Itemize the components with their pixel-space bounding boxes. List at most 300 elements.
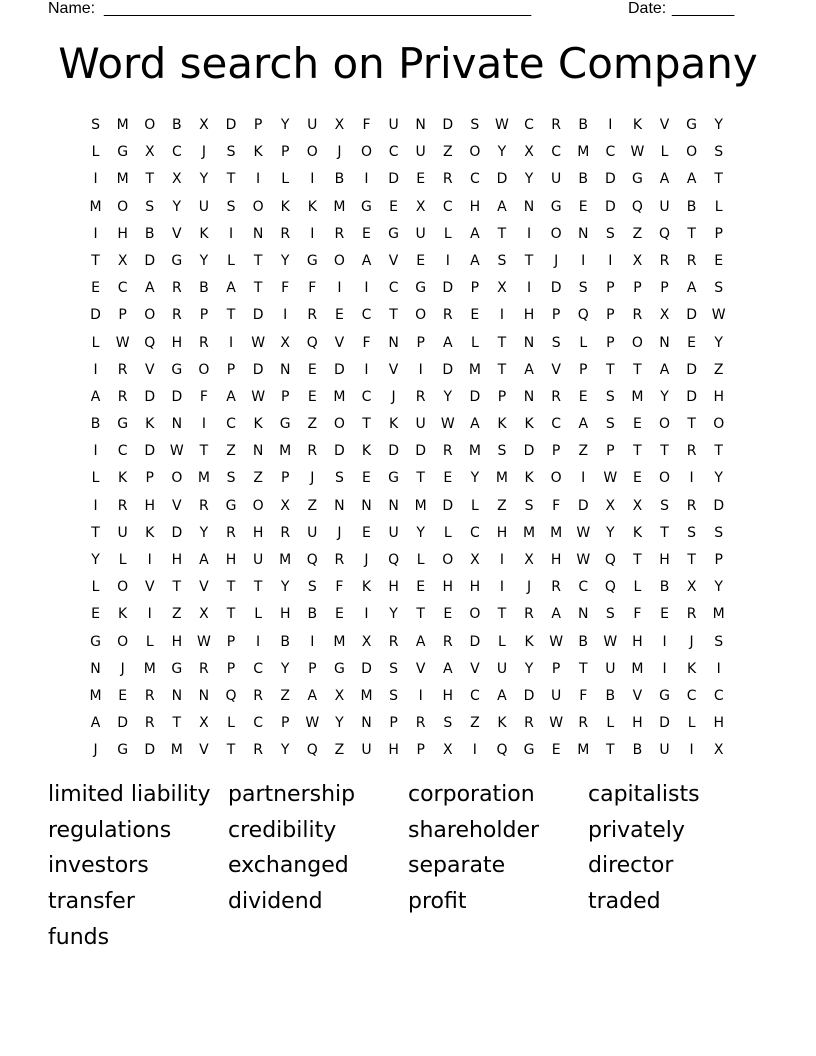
grid-letter: M bbox=[197, 470, 210, 487]
grid-letter: G bbox=[117, 416, 129, 433]
grid-letter: G bbox=[523, 742, 535, 759]
grid-letter: W bbox=[549, 715, 564, 732]
grid-letter: N bbox=[198, 687, 210, 704]
grid-letter: T bbox=[714, 443, 723, 460]
grid-letter: X bbox=[497, 280, 507, 297]
grid-letter: G bbox=[415, 280, 427, 297]
grid-letter: U bbox=[307, 524, 318, 541]
grid-letter: P bbox=[226, 361, 236, 378]
grid-letter: Y bbox=[199, 524, 209, 541]
grid-letter: L bbox=[91, 144, 100, 161]
grid-letter: W bbox=[169, 443, 184, 460]
grid-letter: Y bbox=[714, 470, 723, 487]
grid-letter: C bbox=[253, 715, 263, 732]
grid-letter: I bbox=[499, 552, 505, 568]
grid-letter: P bbox=[308, 660, 317, 677]
grid-letter: X bbox=[172, 171, 182, 188]
grid-letter: M bbox=[631, 660, 644, 677]
grid-letter: X bbox=[415, 198, 426, 215]
date-label: Date: bbox=[628, 0, 667, 17]
grid-letter: A bbox=[686, 171, 697, 188]
grid-letter: D bbox=[144, 252, 156, 269]
grid-letter: A bbox=[361, 252, 372, 269]
grid-letter: O bbox=[117, 633, 129, 650]
grid-letter: L bbox=[660, 144, 669, 161]
grid-letter: P bbox=[606, 334, 615, 351]
grid-letter: U bbox=[361, 742, 372, 759]
grid-letter: I bbox=[310, 225, 315, 242]
grid-letter: R bbox=[686, 497, 697, 514]
grid-letter: P bbox=[226, 660, 236, 677]
word-search-grid bbox=[82, 114, 732, 767]
grid-letter: R bbox=[686, 443, 697, 460]
grid-letter: L bbox=[498, 633, 506, 650]
grid-letter: J bbox=[554, 252, 559, 269]
grid-letter: G bbox=[659, 687, 670, 704]
grid-letter: W bbox=[251, 388, 266, 405]
grid-letter: N bbox=[171, 687, 183, 704]
grid-letter: I bbox=[445, 252, 450, 269]
grid-letter: M bbox=[414, 497, 427, 514]
grid-letter: Q bbox=[496, 742, 508, 759]
grid-letter: V bbox=[551, 361, 561, 378]
grid-letter: D bbox=[686, 388, 697, 405]
grid-letter: D bbox=[388, 443, 399, 460]
grid-letter: N bbox=[279, 361, 291, 378]
grid-letter: B bbox=[686, 198, 697, 215]
grid-letter: T bbox=[226, 307, 236, 324]
grid-letter: M bbox=[577, 742, 590, 759]
grid-letter: L bbox=[687, 715, 696, 732]
grid-letter: O bbox=[659, 416, 671, 433]
date-field-line: _______ bbox=[672, 0, 735, 17]
grid-letter: W bbox=[711, 307, 726, 324]
grid-letter: D bbox=[252, 361, 264, 378]
grid-letter: T bbox=[606, 361, 615, 378]
grid-letter: S bbox=[714, 633, 724, 650]
grid-letter: U bbox=[117, 524, 128, 541]
grid-letter: E bbox=[389, 198, 398, 215]
grid-letter: A bbox=[144, 280, 155, 297]
grid-letter: P bbox=[579, 361, 588, 378]
grid-letter: Y bbox=[524, 660, 534, 677]
grid-letter: R bbox=[686, 606, 697, 623]
grid-letter: L bbox=[633, 579, 642, 596]
grid-letter: M bbox=[577, 144, 590, 161]
word-list-item: partnership bbox=[228, 782, 356, 807]
grid-letter: Z bbox=[226, 443, 236, 460]
grid-letter: T bbox=[497, 225, 507, 242]
grid-letter: T bbox=[172, 579, 182, 596]
grid-letter: I bbox=[93, 225, 98, 242]
grid-letter: I bbox=[662, 633, 667, 650]
grid-letter: D bbox=[334, 361, 345, 378]
grid-letter: R bbox=[551, 117, 561, 133]
grid-letter: P bbox=[389, 715, 398, 732]
grid-letter: K bbox=[253, 144, 263, 161]
grid-letter: A bbox=[470, 416, 480, 433]
grid-letter: B bbox=[334, 171, 345, 188]
grid-letter: K bbox=[145, 524, 155, 541]
grid-letter: T bbox=[172, 715, 182, 732]
grid-letter: J bbox=[689, 633, 694, 650]
grid-letter: H bbox=[632, 633, 643, 650]
grid-letter: O bbox=[144, 307, 156, 324]
grid-letter: P bbox=[145, 470, 154, 487]
grid-letter: D bbox=[361, 660, 372, 677]
word-list-item: separate bbox=[408, 853, 506, 879]
grid-letter: D bbox=[144, 443, 156, 460]
grid-letter: M bbox=[170, 742, 183, 759]
grid-letter: Y bbox=[335, 715, 344, 732]
grid-letter: T bbox=[497, 361, 507, 378]
grid-letter: P bbox=[226, 633, 236, 650]
grid-letter: K bbox=[118, 470, 128, 487]
grid-letter: B bbox=[199, 280, 209, 297]
grid-letter: L bbox=[416, 552, 425, 568]
grid-letter: O bbox=[659, 470, 671, 487]
grid-letter: W bbox=[251, 334, 266, 351]
grid-letter: X bbox=[334, 687, 345, 704]
grid-letter: K bbox=[361, 579, 372, 596]
grid-letter: W bbox=[630, 144, 645, 161]
grid-letter: X bbox=[442, 742, 453, 759]
grid-letter: V bbox=[388, 361, 399, 378]
grid-letter: C bbox=[469, 524, 480, 541]
grid-letter: Y bbox=[524, 171, 534, 188]
grid-letter: C bbox=[469, 171, 480, 188]
grid-letter: X bbox=[280, 497, 290, 514]
grid-letter: T bbox=[633, 443, 642, 460]
grid-letter: X bbox=[470, 552, 480, 568]
grid-letter: B bbox=[172, 117, 182, 133]
grid-letter: U bbox=[496, 660, 508, 677]
grid-letter: K bbox=[524, 470, 534, 487]
grid-letter: B bbox=[578, 633, 589, 650]
grid-letter: N bbox=[252, 225, 264, 242]
grid-letter: P bbox=[416, 742, 425, 759]
grid-letter: S bbox=[687, 524, 697, 541]
grid-letter: T bbox=[226, 171, 236, 188]
grid-letter: X bbox=[659, 307, 670, 324]
word-list-item: funds bbox=[48, 924, 110, 950]
grid-letter: T bbox=[497, 606, 507, 623]
grid-letter: Z bbox=[334, 742, 345, 759]
grid-letter: T bbox=[253, 280, 263, 297]
grid-letter: A bbox=[415, 633, 426, 650]
grid-letter: A bbox=[470, 252, 480, 269]
grid-letter: Q bbox=[604, 552, 616, 568]
grid-letter: H bbox=[279, 606, 291, 623]
grid-letter: L bbox=[579, 334, 588, 351]
grid-letter: R bbox=[226, 524, 236, 541]
grid-letter: R bbox=[524, 606, 534, 623]
grid-letter: O bbox=[117, 198, 129, 215]
grid-letter: M bbox=[116, 117, 129, 133]
grid-letter: F bbox=[335, 579, 344, 596]
grid-letter: N bbox=[388, 497, 399, 514]
grid-letter: P bbox=[253, 117, 263, 133]
grid-letter: Z bbox=[280, 687, 290, 704]
grid-letter: I bbox=[364, 606, 369, 623]
grid-letter: Y bbox=[280, 117, 290, 133]
grid-letter: S bbox=[226, 470, 236, 487]
grid-letter: N bbox=[577, 225, 589, 242]
grid-letter: T bbox=[633, 552, 642, 568]
grid-letter: R bbox=[144, 687, 155, 704]
grid-letter: Q bbox=[659, 225, 671, 242]
grid-letter: P bbox=[280, 715, 290, 732]
grid-letter: M bbox=[550, 524, 563, 541]
grid-letter: A bbox=[497, 198, 507, 215]
grid-letter: N bbox=[523, 388, 535, 405]
grid-letter: R bbox=[171, 280, 182, 297]
grid-letter: R bbox=[117, 497, 128, 514]
grid-letter: A bbox=[578, 416, 589, 433]
grid-letter: I bbox=[147, 606, 152, 623]
grid-letter: S bbox=[497, 443, 507, 460]
grid-letter: Z bbox=[470, 715, 480, 732]
grid-letter: N bbox=[252, 443, 264, 460]
grid-letter: X bbox=[280, 334, 290, 351]
grid-letter: Q bbox=[388, 552, 400, 568]
grid-letter: V bbox=[632, 687, 643, 704]
grid-letter: P bbox=[551, 443, 561, 460]
grid-letter: G bbox=[90, 633, 101, 650]
grid-letter: J bbox=[120, 660, 125, 677]
grid-letter: H bbox=[117, 225, 128, 242]
grid-letter: R bbox=[551, 579, 561, 596]
grid-letter: I bbox=[662, 660, 667, 677]
word-list-item: capitalists bbox=[588, 782, 700, 807]
grid-letter: P bbox=[551, 307, 561, 324]
grid-letter: I bbox=[364, 361, 369, 378]
grid-letter: T bbox=[199, 443, 209, 460]
grid-letter: E bbox=[660, 606, 669, 623]
grid-letter: T bbox=[524, 252, 534, 269]
grid-letter: X bbox=[632, 497, 643, 514]
grid-letter: D bbox=[171, 388, 183, 405]
grid-letter: E bbox=[362, 470, 371, 487]
grid-letter: T bbox=[416, 470, 425, 487]
grid-letter: I bbox=[337, 280, 342, 297]
grid-letter: M bbox=[495, 470, 508, 487]
grid-letter: T bbox=[687, 552, 696, 568]
grid-letter: R bbox=[686, 252, 697, 269]
grid-letter: D bbox=[144, 388, 156, 405]
grid-letter: B bbox=[90, 416, 101, 433]
grid-letter: R bbox=[551, 388, 561, 405]
word-list-item: shareholder bbox=[408, 817, 540, 843]
grid-letter: H bbox=[442, 579, 454, 596]
grid-letter: H bbox=[469, 198, 481, 215]
grid-letter: I bbox=[418, 361, 423, 378]
grid-letter: T bbox=[91, 252, 100, 269]
grid-letter: C bbox=[686, 687, 697, 704]
grid-letter: I bbox=[689, 470, 694, 487]
grid-letter: A bbox=[442, 334, 453, 351]
grid-letter: P bbox=[660, 280, 669, 297]
grid-letter: A bbox=[659, 171, 670, 188]
grid-letter: R bbox=[307, 443, 318, 460]
grid-letter: S bbox=[551, 334, 561, 351]
grid-letter: U bbox=[551, 687, 562, 704]
grid-letter: R bbox=[253, 687, 263, 704]
grid-letter: R bbox=[334, 225, 345, 242]
grid-letter: O bbox=[550, 470, 562, 487]
grid-letter: D bbox=[415, 443, 427, 460]
grid-letter: P bbox=[606, 443, 615, 460]
grid-letter: S bbox=[91, 117, 100, 133]
grid-letter: C bbox=[117, 280, 128, 297]
grid-letter: D bbox=[686, 361, 697, 378]
grid-letter: F bbox=[308, 280, 317, 297]
grid-letter: S bbox=[226, 198, 236, 215]
grid-letter: U bbox=[415, 416, 426, 433]
grid-letter: O bbox=[469, 144, 481, 161]
grid-letter: I bbox=[310, 171, 315, 188]
grid-letter: E bbox=[578, 388, 588, 405]
grid-letter: Y bbox=[714, 579, 723, 596]
grid-letter: I bbox=[310, 633, 315, 650]
grid-letter: A bbox=[90, 715, 101, 732]
grid-letter: Z bbox=[307, 416, 318, 433]
word-list-item: dividend bbox=[228, 889, 323, 915]
grid-letter: T bbox=[91, 524, 100, 541]
grid-letter: A bbox=[226, 388, 236, 405]
grid-letter: K bbox=[145, 416, 155, 433]
grid-letter: X bbox=[334, 117, 345, 133]
grid-letter: S bbox=[605, 388, 615, 405]
grid-letter: S bbox=[605, 606, 615, 623]
grid-letter: O bbox=[415, 307, 427, 324]
grid-letter: U bbox=[605, 660, 616, 677]
grid-letter: R bbox=[253, 742, 263, 759]
grid-letter: R bbox=[117, 388, 128, 405]
grid-letter: N bbox=[90, 660, 101, 677]
grid-letter: P bbox=[118, 307, 127, 324]
name-field-line: ________________________________________________ bbox=[104, 0, 532, 17]
grid-letter: R bbox=[442, 307, 453, 324]
grid-letter: X bbox=[524, 552, 534, 568]
grid-letter: R bbox=[632, 307, 643, 324]
grid-letter: C bbox=[361, 388, 372, 405]
grid-letter: U bbox=[659, 198, 670, 215]
grid-letter: N bbox=[171, 416, 183, 433]
grid-letter: P bbox=[280, 144, 290, 161]
grid-letter: C bbox=[226, 416, 236, 433]
grid-letter: F bbox=[579, 687, 588, 704]
grid-letter: J bbox=[337, 524, 342, 541]
grid-letter: D bbox=[90, 307, 101, 324]
grid-letter: W bbox=[495, 117, 509, 133]
grid-letter: I bbox=[228, 225, 234, 242]
grid-letter: E bbox=[416, 579, 426, 596]
grid-letter: P bbox=[633, 280, 642, 297]
grid-letter: S bbox=[145, 198, 155, 215]
name-label: Name: bbox=[48, 0, 96, 17]
grid-letter: Q bbox=[306, 742, 318, 759]
word-list-item: investors bbox=[48, 853, 149, 879]
grid-letter: M bbox=[468, 443, 481, 460]
grid-letter: D bbox=[442, 361, 454, 378]
grid-letter: P bbox=[606, 280, 615, 297]
word-list-item: credibility bbox=[228, 817, 337, 843]
grid-letter: I bbox=[364, 280, 369, 297]
word-list-item: corporation bbox=[408, 782, 535, 807]
grid-letter: J bbox=[310, 470, 315, 487]
grid-letter: R bbox=[171, 307, 182, 324]
grid-letter: D bbox=[686, 307, 697, 324]
grid-letter: N bbox=[659, 334, 670, 351]
grid-letter: U bbox=[388, 524, 399, 541]
grid-letter: D bbox=[469, 633, 481, 650]
grid-letter: S bbox=[470, 117, 480, 133]
grid-letter: V bbox=[144, 579, 155, 596]
grid-letter: B bbox=[144, 225, 155, 242]
grid-letter: O bbox=[469, 606, 481, 623]
grid-letter: D bbox=[469, 388, 481, 405]
grid-letter: K bbox=[632, 117, 643, 133]
grid-letter: E bbox=[307, 361, 317, 378]
grid-letter: R bbox=[524, 715, 534, 732]
grid-letter: C bbox=[578, 579, 589, 596]
grid-letter: T bbox=[660, 443, 669, 460]
word-list-item: limited liability bbox=[48, 782, 211, 807]
grid-letter: W bbox=[576, 524, 591, 541]
grid-letter: G bbox=[279, 416, 291, 433]
grid-letter: H bbox=[388, 579, 399, 596]
grid-letter: P bbox=[606, 307, 615, 324]
grid-letter: H bbox=[469, 579, 481, 596]
grid-letter: E bbox=[362, 524, 371, 541]
grid-letter: A bbox=[307, 687, 318, 704]
grid-letter: H bbox=[171, 334, 183, 351]
grid-letter: W bbox=[197, 633, 211, 650]
grid-letter: N bbox=[523, 334, 535, 351]
grid-letter: I bbox=[93, 497, 98, 514]
grid-letter: M bbox=[712, 606, 725, 623]
grid-letter: O bbox=[117, 579, 129, 596]
grid-letter: J bbox=[93, 742, 98, 759]
grid-letter: E bbox=[334, 307, 344, 324]
grid-letter: K bbox=[388, 416, 399, 433]
grid-letter: G bbox=[306, 252, 318, 269]
grid-letter: O bbox=[306, 144, 318, 161]
grid-letter: R bbox=[280, 524, 291, 541]
grid-letter: S bbox=[307, 579, 317, 596]
grid-letter: K bbox=[524, 633, 534, 650]
grid-letter: W bbox=[603, 470, 618, 487]
grid-letter: H bbox=[713, 715, 724, 732]
grid-letter: D bbox=[713, 497, 725, 514]
grid-letter: D bbox=[225, 117, 237, 133]
grid-letter: R bbox=[388, 633, 399, 650]
grid-letter: R bbox=[415, 715, 426, 732]
grid-letter: B bbox=[605, 687, 616, 704]
grid-letter: X bbox=[713, 742, 724, 759]
grid-letter: V bbox=[659, 117, 670, 133]
grid-letter: Z bbox=[307, 497, 318, 514]
grid-letter: Z bbox=[578, 443, 589, 460]
grid-letter: H bbox=[225, 552, 237, 568]
grid-letter: Y bbox=[714, 334, 723, 351]
grid-letter: Y bbox=[91, 552, 100, 568]
grid-letter: M bbox=[279, 552, 292, 568]
grid-letter: D bbox=[171, 524, 183, 541]
grid-letter: S bbox=[660, 497, 669, 514]
grid-letter: P bbox=[497, 388, 507, 405]
